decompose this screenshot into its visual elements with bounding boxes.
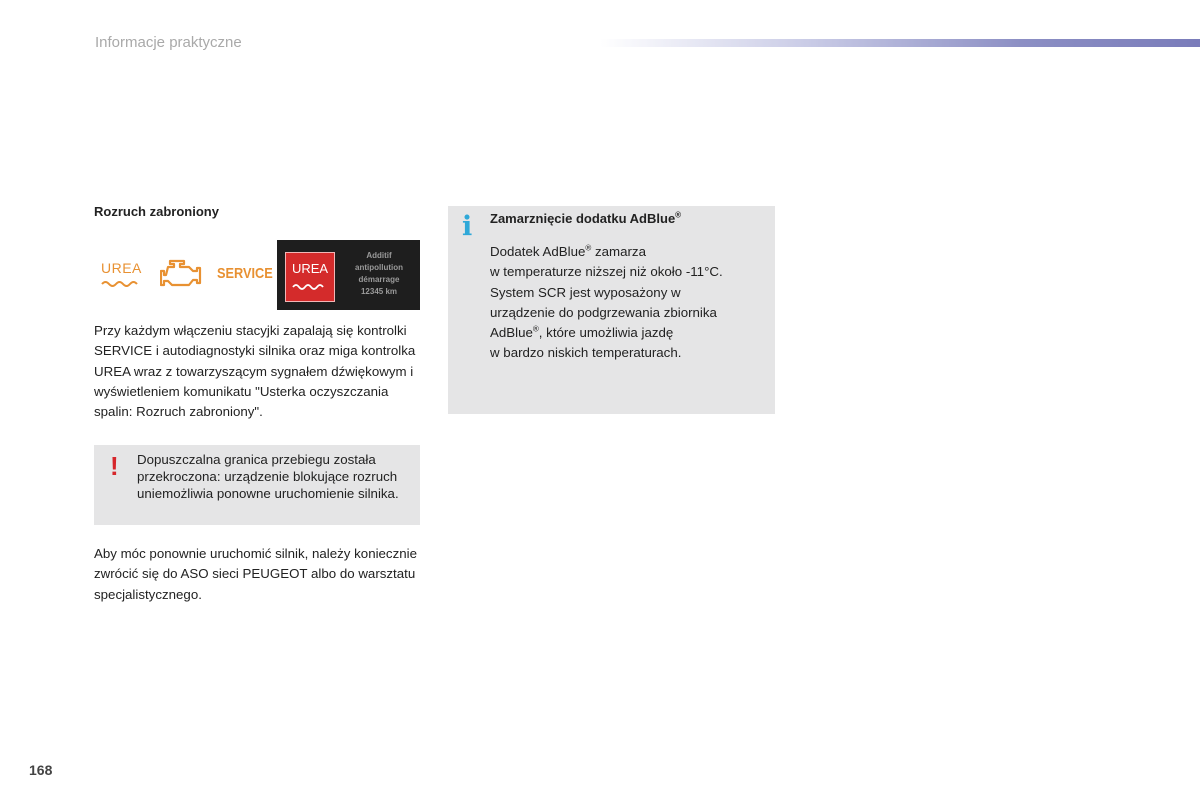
wave-icon — [292, 282, 328, 292]
info-line: w bardzo niskich temperaturach. — [490, 345, 682, 361]
header-gradient-bar — [600, 39, 1200, 47]
service-warning-icon: SERVICE — [217, 265, 273, 282]
instrument-display — [277, 240, 420, 310]
body-paragraph: Przy każdym włączeniu stacyjki zapalają się kontrolki SERVICE i autodiagnostyki silnika oraz miga kontrolka UREA wraz z towarzyszącym sygnałem dźwiękowym i wyświetleniem komunikatu "Usterka oczyszczania spalin: Rozruch zabroniony". — [94, 323, 416, 420]
engine-check-icon — [160, 258, 206, 297]
body-paragraph: Aby móc ponownie uruchomić silnik, należy koniecznie zwrócić się do ASO sieci PEUGEOT albo do warsztatu specjalistycznego. — [94, 546, 417, 602]
wave-icon — [101, 279, 143, 289]
display-line: 12345 km — [360, 287, 398, 296]
info-icon: i — [462, 211, 473, 242]
info-box — [448, 206, 775, 414]
info-line: AdBlue®, które umożliwia jazdę — [490, 324, 674, 341]
warning-box — [94, 445, 420, 525]
display-line: Additif — [366, 251, 392, 260]
info-line: Dodatek AdBlue® zamarza — [490, 243, 646, 259]
display-line: démarrage — [358, 275, 400, 284]
urea-warning-icon — [101, 260, 143, 294]
display-message — [339, 250, 419, 298]
page-number: 168 — [29, 762, 53, 778]
info-line: w temperaturze niższej niż około -11°C. — [490, 264, 723, 280]
warning-lights-row — [94, 240, 420, 310]
section-title: Informacje praktyczne — [95, 34, 242, 51]
subheading: Rozruch zabroniony — [94, 204, 219, 219]
urea-red-icon — [285, 252, 335, 302]
display-line: antipollution — [355, 263, 403, 272]
warning-text: Dopuszczalna granica przebiegu została przekroczona: urządzenie blokujące rozruch uniemożliwia ponowne uruchomienie silnika. — [137, 452, 399, 501]
info-text — [490, 242, 770, 364]
info-line: System SCR jest wyposażony w — [490, 284, 681, 300]
info-line: urządzenie do podgrzewania zbiornika — [490, 304, 717, 320]
info-title: Zamarznięcie dodatku AdBlue® — [490, 210, 682, 226]
display-urea-label: UREA — [291, 261, 329, 276]
urea-icon-label: UREA — [101, 260, 142, 276]
exclamation-icon: ! — [110, 451, 119, 481]
